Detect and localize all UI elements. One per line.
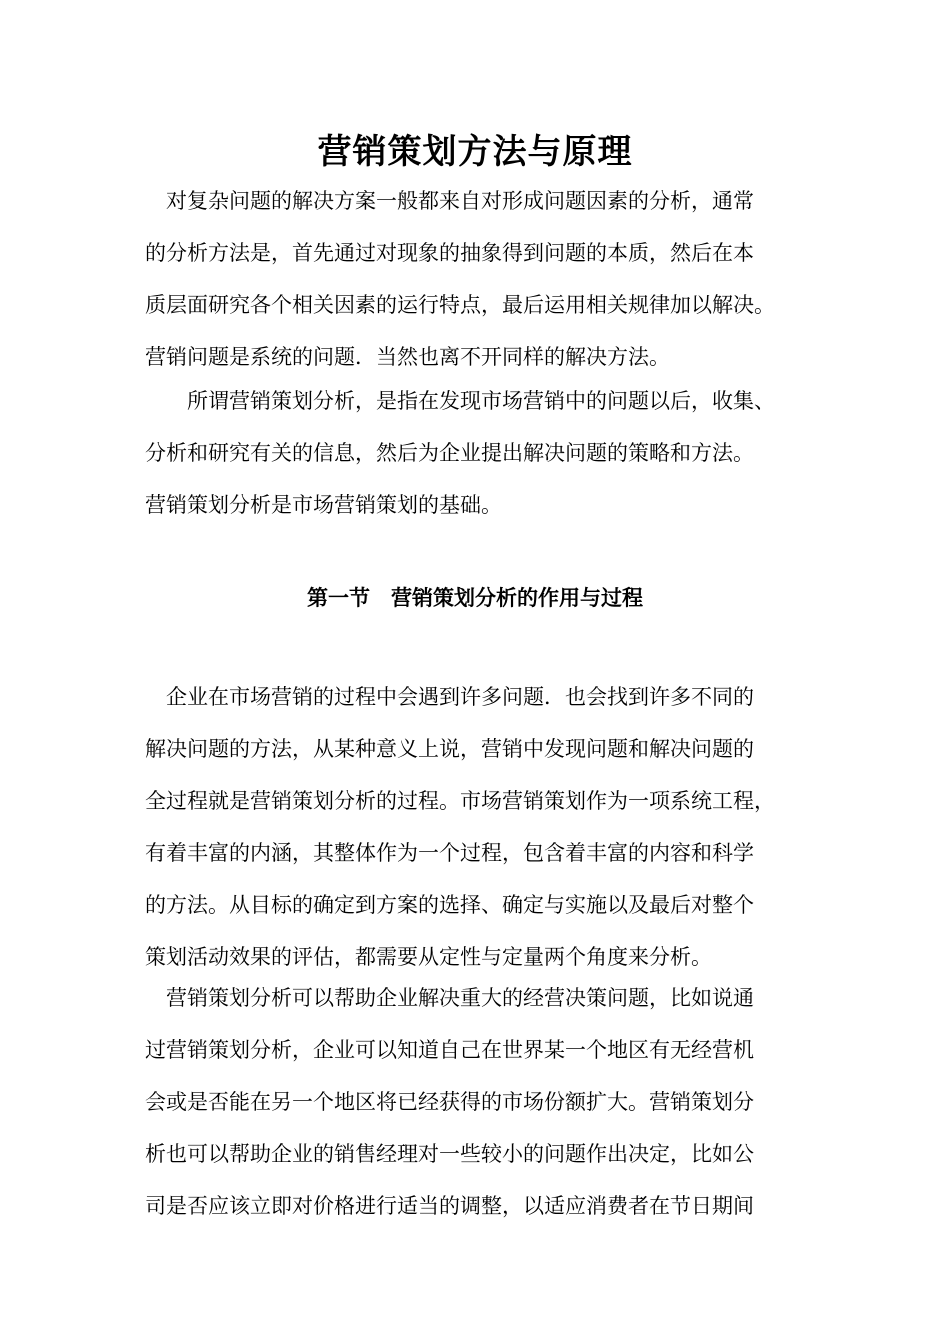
section-heading: 第一节 营销策划分析的作用与过程 bbox=[307, 585, 643, 610]
paragraph-line: 营销策划分析是市场营销策划的基础。 bbox=[145, 493, 502, 517]
paragraph-1 bbox=[145, 175, 810, 383]
paragraph-2 bbox=[145, 375, 810, 531]
paragraph-line: 有着丰富的内涵，其整体作为一个过程，包含着丰富的内容和科学 bbox=[145, 841, 754, 865]
paragraph-line: 的分析方法是，首先通过对现象的抽象得到问题的本质，然后在本 bbox=[145, 241, 754, 265]
paragraph-line: 过营销策划分析，企业可以知道自己在世界某一个地区有无经营机 bbox=[145, 1038, 754, 1062]
paragraph-line: 质层面研究各个相关因素的运行特点，最后运用相关规律加以解决。 bbox=[145, 293, 775, 317]
paragraph-line: 所谓营销策划分析，是指在发现市场营销中的问题以后，收集、 bbox=[145, 389, 775, 413]
document-title: 营销策划方法与原理 bbox=[317, 132, 633, 172]
paragraph-line: 营销策划分析可以帮助企业解决重大的经营决策问题，比如说通 bbox=[145, 986, 754, 1010]
paragraph-line: 策划活动效果的评估，都需要从定性与定量两个角度来分析。 bbox=[145, 945, 712, 969]
paragraph-line: 会或是否能在另一个地区将已经获得的市场份额扩大。营销策划分 bbox=[145, 1090, 754, 1114]
paragraph-line: 分析和研究有关的信息，然后为企业提出解决问题的策略和方法。 bbox=[145, 441, 754, 465]
paragraph-line: 司是否应该立即对价格进行适当的调整，以适应消费者在节日期间 bbox=[145, 1194, 754, 1218]
paragraph-4 bbox=[145, 972, 810, 1232]
paragraph-line: 营销问题是系统的问题．当然也离不开同样的解决方法。 bbox=[145, 345, 670, 369]
paragraph-line: 析也可以帮助企业的销售经理对一些较小的问题作出决定，比如公 bbox=[145, 1142, 754, 1166]
paragraph-line: 企业在市场营销的过程中会遇到许多问题．也会找到许多不同的 bbox=[145, 685, 754, 709]
paragraph-3 bbox=[145, 671, 810, 983]
paragraph-line: 全过程就是营销策划分析的过程。市场营销策划作为一项系统工程， bbox=[145, 789, 775, 813]
paragraph-line: 对复杂问题的解决方案一般都来自对形成问题因素的分析，通常 bbox=[145, 189, 754, 213]
paragraph-line: 的方法。从目标的确定到方案的选择、确定与实施以及最后对整个 bbox=[145, 893, 754, 917]
paragraph-line: 解决问题的方法，从某种意义上说，营销中发现问题和解决问题的 bbox=[145, 737, 754, 761]
